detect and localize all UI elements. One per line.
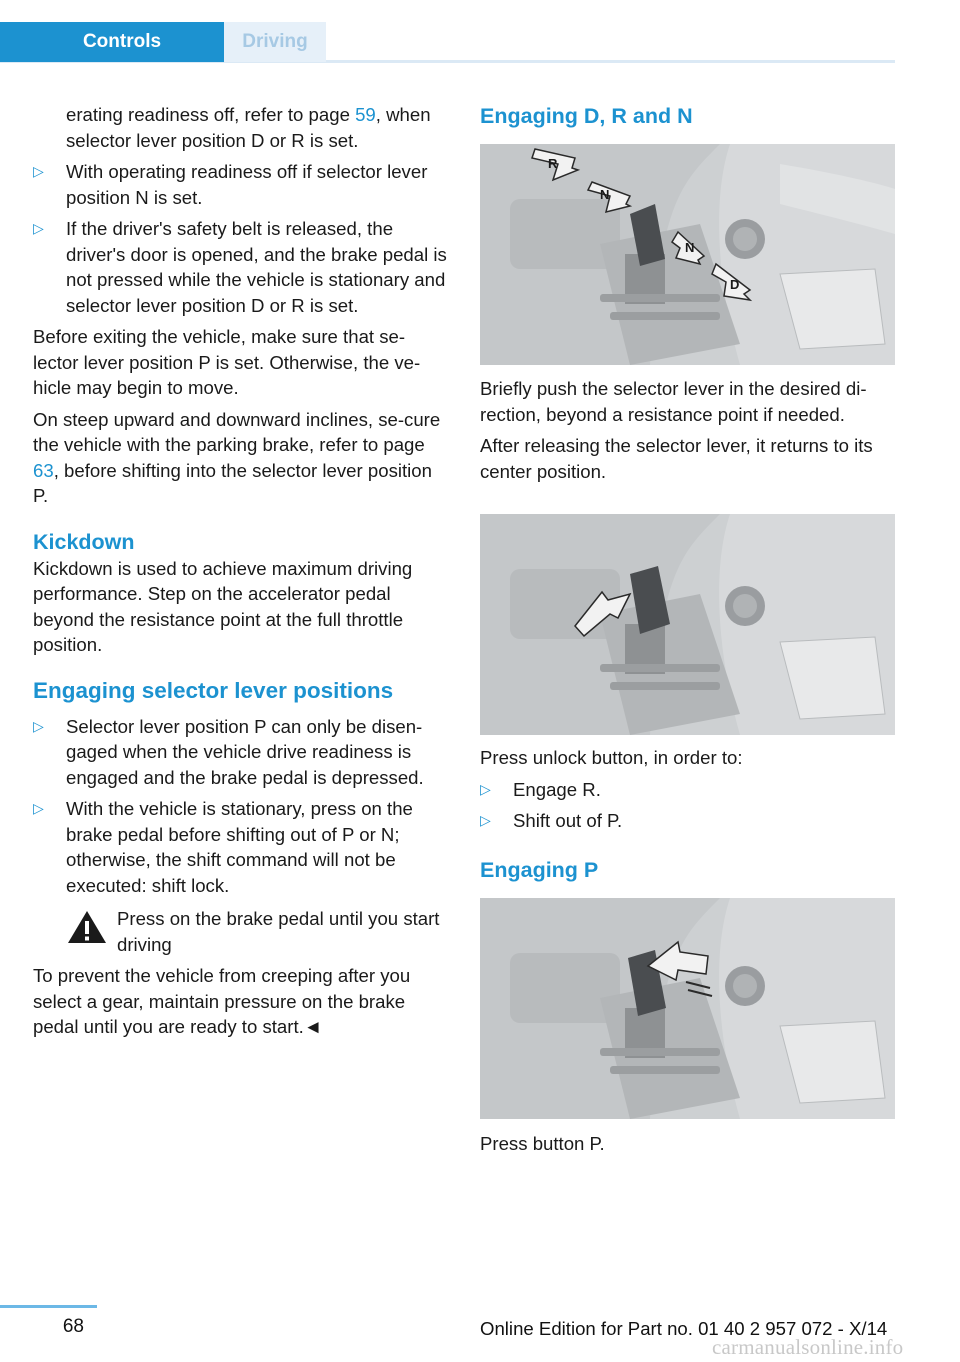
warning-text: To prevent the vehicle from creeping after you select a gear, maintain pressure on the brake pedal until you are ready to start.◄ — [33, 965, 411, 1037]
paragraph-unlock: Press unlock button, in order to: — [480, 747, 743, 768]
paragraph-incline: On steep upward and downward inclines, se‐cure the vehicle with the parking brake, refer to page 63, before shifting into the selector lever position P. — [33, 408, 441, 506]
heading-kickdown: Kickdown — [33, 529, 135, 554]
figure-unlock-button — [480, 514, 895, 735]
left-column — [33, 102, 448, 1040]
warning-box — [33, 906, 448, 957]
fig-label-d: D — [730, 277, 740, 292]
paragraph-kickdown: Kickdown is used to achieve maximum driving performance. Step on the accelerator pedal beyond the resistance point at the full throttle position. — [33, 557, 413, 655]
list-item: ▷ With the vehicle is stationary, press on the brake pedal before shifting out of P or N; otherwise, the shift command will not be executed: shift lock. — [33, 796, 448, 898]
warning-icon — [67, 910, 107, 951]
edition-footer: Online Edition for Part no. 01 40 2 957 072 - X/14 — [480, 1318, 888, 1339]
paragraph-exit: Before exiting the vehicle, make sure that se‐lector lever position P is set. Otherwise, the ve‐hicle may begin to move. — [33, 326, 421, 398]
page-number-rule — [0, 1305, 97, 1308]
continued-paragraph: erating readiness off, refer to page 59, when selector lever position D or R is set. — [66, 104, 431, 151]
right-column — [480, 102, 896, 1156]
figure-button-p — [480, 898, 895, 1119]
list-item: ▷ Engage R. — [480, 777, 896, 803]
tab-driving[interactable]: Driving — [224, 22, 326, 62]
fig-label-n1: N — [600, 187, 610, 202]
list-item: ▷ Selector lever position P can only be disen‐gaged when the vehicle drive readiness is engaged and the brake pedal is depressed. — [33, 714, 448, 791]
watermark: carmanualsonline.info — [712, 1335, 904, 1359]
tab-controls[interactable]: Controls — [0, 22, 224, 62]
fig-label-n2: N — [685, 240, 695, 255]
paragraph-release: After releasing the selector lever, it returns to its center position. — [480, 435, 873, 482]
list-item: ▷ Shift out of P. — [480, 808, 896, 834]
figure-selector-dnr — [480, 144, 895, 365]
warning-title: Press on the brake pedal until you start driving — [117, 908, 440, 955]
paragraph-press-p: Press button P. — [480, 1132, 605, 1154]
page-link-59[interactable]: 59 — [355, 104, 376, 125]
paragraph-push: Briefly push the selector lever in the desired di‐rection, beyond a resistance point if needed. — [480, 378, 867, 425]
heading-engaging-selector: Engaging selector lever positions — [33, 677, 394, 703]
list-item: ▷ With operating readiness off if selector lever position N is set. — [33, 159, 448, 210]
page-number: 68 — [62, 1316, 84, 1337]
heading-engaging-p: Engaging P — [480, 857, 599, 882]
page-link-63[interactable]: 63 — [33, 459, 54, 481]
fig-label-r: R — [548, 156, 558, 171]
heading-engaging-dnr: Engaging D, R and N — [480, 104, 693, 128]
list-item: ▷ If the driver's safety belt is released, the driver's door is opened, and the brake pedal is not pressed while the vehicle is stationary and selector lever position D or R is set. — [33, 216, 448, 318]
